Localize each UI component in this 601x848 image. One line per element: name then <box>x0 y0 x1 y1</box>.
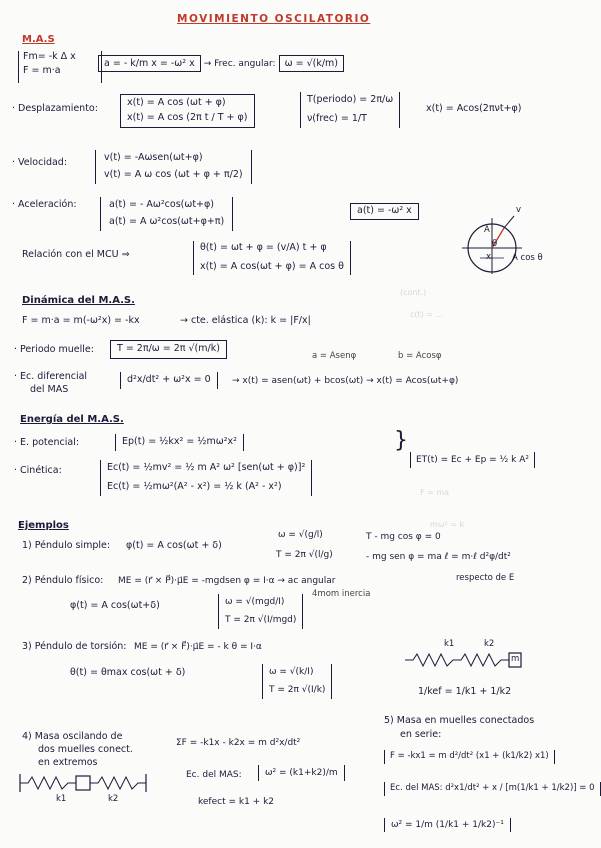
vel-label: · Velocidad: <box>12 157 68 168</box>
ex4-label-2: dos muelles conect. <box>38 744 133 755</box>
ex4-k1-label: k1 <box>56 794 67 804</box>
circle-x-label: x <box>486 252 492 262</box>
ex1-T: T = 2π √(l/g) <box>276 550 333 560</box>
note-a: a = Asenφ <box>312 351 357 361</box>
acc-box <box>100 197 233 231</box>
vel-eq-1: v(t) = -Aωsen(ωt+φ) <box>104 152 203 163</box>
period-muelle-eq: T = 2π/ω = 2π √(m/k) <box>110 340 227 359</box>
circle-theta-label: θ <box>492 239 498 249</box>
period-eq: T(periodo) = 2π/ω <box>307 94 394 105</box>
spring-m-label: m <box>511 654 520 664</box>
ex2-T: T = 2π √(I/mgd) <box>225 615 297 626</box>
ex3-theta: θ(t) = θmax cos(ωt + δ) <box>70 667 186 678</box>
circle-acos-label: A cos θ <box>512 253 543 263</box>
ec-dif-eq: d²x/dt² + ω²x = 0 <box>120 372 218 389</box>
spring-k2-label: k2 <box>484 639 495 649</box>
energy-brace: } <box>394 428 408 453</box>
ex4-eq: ΣF = -k1x - k2x = m d²x/dt² <box>176 738 301 748</box>
vel-eq-2: v(t) = A ω cos (ωt + φ + π/2) <box>104 168 243 180</box>
ghost-text-2: c(t) = ... <box>410 310 444 319</box>
ex5-eq-1: F = -kx1 = m d²/dt² (x1 + (k1/k2) x1) <box>384 750 555 764</box>
ex1-sys-2: - mg sen φ = ma ℓ = m·ℓ d²φ/dt² <box>366 552 511 562</box>
omega-box: ω = √(k/m) <box>279 55 344 72</box>
ex5-label-1: 5) Masa en muelles conectados <box>384 715 535 726</box>
ex2-note-2: 4mom inercia <box>312 589 371 599</box>
desp-eq-2: x(t) = A cos (2π t / T + φ) <box>127 111 248 123</box>
desp-box <box>120 94 255 128</box>
note-b: b = Acosφ <box>398 351 442 361</box>
ec-dif-label-1: · Ec. diferencial <box>14 371 88 382</box>
period-muelle-label: · Periodo muelle: <box>14 344 94 355</box>
ex3-label: 3) Péndulo de torsión: <box>22 641 127 652</box>
desp-alt-eq: x(t) = Acos(2πνt+φ) <box>426 103 522 114</box>
ex5-eq-3: ω² = 1/m (1/k1 + 1/k2)⁻¹ <box>384 818 511 832</box>
freq-arrow-label: → Frec. angular: <box>203 59 276 69</box>
spring-k1-label: k1 <box>444 639 455 649</box>
ex5-box <box>384 782 601 796</box>
cin-eq-1: Ec(t) = ½mv² = ½ m A² ω² [sen(ωt + φ)]² <box>107 462 306 473</box>
mcu-box <box>193 241 351 275</box>
ends-spring-diagram <box>18 772 150 794</box>
ex1-sys-1: T - mg cos φ = 0 <box>366 532 441 542</box>
ex2-box <box>218 594 303 629</box>
mcu-eq-2: x(t) = A cos(ωt + φ) = A cos θ <box>200 260 344 272</box>
cin-eq-2: Ec(t) = ½mω²(A² - x²) = ½ k (A² - x²) <box>107 480 282 492</box>
force-eq-1: Fm= -k Δ x <box>23 51 76 62</box>
desp-label: · Desplazamiento: <box>12 103 98 114</box>
ex1-label: 1) Péndulo simple: <box>22 540 111 551</box>
ex2-phi: φ(t) = A cos(ωt+δ) <box>70 600 160 611</box>
desp-eq-1: x(t) = A cos (ωt + φ) <box>127 97 226 108</box>
ex1-omega: ω = √(g/l) <box>278 530 323 540</box>
dinamica-k-eq: → cte. elástica (k): k = |F/x| <box>180 315 311 326</box>
mcu-label: Relación con el MCU ⇒ <box>22 249 130 260</box>
acc-label: · Aceleración: <box>12 199 77 210</box>
accel-eq-box: a = - k/m x = -ω² x <box>98 55 201 72</box>
ec-dif-label-2: del MAS <box>30 384 69 395</box>
ghost-text-4: mω² = k <box>430 520 465 529</box>
accel-eq <box>98 59 344 70</box>
acc-eq-1: a(t) = - Aω²cos(ωt+φ) <box>109 199 214 210</box>
acc-result: a(t) = -ω² x <box>350 203 419 220</box>
total-energy-eq: ET(t) = Ec + Ep = ½ k A² <box>410 452 535 468</box>
ex2-label: 2) Péndulo físico: <box>22 575 104 586</box>
ex2-eq: ME = (r⃗ × P⃗)·μ⃗E = -mgdsen φ = I·α → ac angular <box>118 576 336 586</box>
circle-v-label: v <box>516 205 522 215</box>
ex4-k2-label: k2 <box>108 794 119 804</box>
ex3-T: T = 2π √(I/k) <box>269 685 326 696</box>
freq-eq: ν(frec) = 1/T <box>307 112 367 124</box>
period-box <box>300 92 400 128</box>
ghost-text-3: F = ma <box>420 488 450 497</box>
force-bracket <box>18 51 102 83</box>
mcu-circle-diagram <box>460 205 540 278</box>
ex2-omega: ω = √(mgd/I) <box>225 597 285 607</box>
cin-label: · Cinética: <box>14 465 62 476</box>
section-heading-mas: M.A.S <box>22 34 55 45</box>
ex5-label-2: en serie: <box>400 729 442 740</box>
dinamica-f-eq: F = m·a = m(-ω²x) = -kx <box>22 315 140 326</box>
ghost-text-1: (cont.) <box>400 288 427 297</box>
ex3-omega: ω = √(k/I) <box>269 667 314 677</box>
ec-dif-solution: → x(t) = asen(ωt) + bcos(ωt) → x(t) = Acos(ωt+φ) <box>232 376 459 386</box>
ex4-label-1: 4) Masa oscilando de <box>22 731 123 742</box>
acc-eq-2: a(t) = A ω²cos(ωt+φ+π) <box>109 215 225 227</box>
circle-A-label: A <box>484 225 490 235</box>
ex1-eq: φ(t) = A cos(ωt + δ) <box>126 540 222 551</box>
cin-box <box>100 460 312 496</box>
ex5-eq-2: d²x1/dt² + x / [m(1/k1 + 1/k2)] = 0 <box>445 783 595 793</box>
ex4-ec-label: Ec. del MAS: <box>186 770 242 780</box>
kef-series-eq: 1/kef = 1/k1 + 1/k2 <box>418 686 512 697</box>
section-heading-ejemplos: Ejemplos <box>18 520 69 531</box>
ex2-note-1: respecto de E <box>456 573 515 583</box>
ex4-ec-eq: ω² = (k1+k2)/m <box>258 765 345 781</box>
series-spring-diagram <box>405 650 525 670</box>
pot-eq: Ep(t) = ½kx² = ½mω²x² <box>115 434 244 451</box>
ex3-box <box>262 664 332 699</box>
mcu-eq-1: θ(t) = ωt + φ = (v/A) t + φ <box>200 242 327 253</box>
vel-box <box>95 150 252 184</box>
section-heading-dinamica: Dinámica del M.A.S. <box>22 295 135 306</box>
section-heading-energia: Energía del M.A.S. <box>20 414 124 425</box>
ex4-kef: kefect = k1 + k2 <box>198 797 275 807</box>
ex5-ec-label: Ec. del MAS: <box>390 783 443 793</box>
pot-label: · E. potencial: <box>14 437 80 448</box>
page-title: MOVIMIENTO OSCILATORIO <box>177 13 371 25</box>
ex4-label-3: en extremos <box>38 757 98 768</box>
ex3-eq: ME = (r⃗ × F⃗)·μ⃗E = - k θ = I·α <box>134 642 262 652</box>
force-eq-2: F = m·a <box>23 64 61 76</box>
